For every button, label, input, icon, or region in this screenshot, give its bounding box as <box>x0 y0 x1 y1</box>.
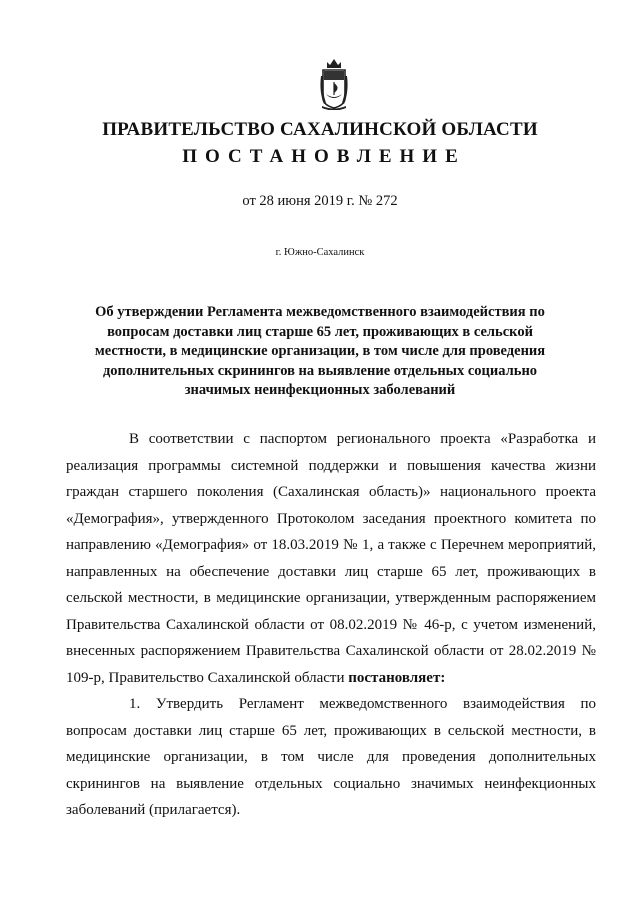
sakhalin-coat-of-arms-icon <box>319 56 349 110</box>
preamble-text: В соответствии с паспортом регионального проекта «Разработка и реализация программы системной поддержки и повышения качества жизни граждан старшего поколения (Сахалинская область)» национального проекта «Демография», утвержденного Протоколом заседания проектного комитета по направлению «Демография» от 18.03.2019 № 1, а также с Перечнем мероприятий, направленных на обеспечение доставки лиц старше 65 лет, проживающих в сельской местности, в медицинские организации, утвержденным распоряжением Правительства Сахалинской области от 08.02.2019 № 46-р, с учетом изменений, внесенных распоряжением Правительства Сахалинской области от 28.02.2019 № 109-р, Правительство Сахалинской области <box>66 431 596 686</box>
item-1-paragraph: 1. Утвердить Регламент межведомственного взаимодействия по вопросам доставки лиц старше 65 лет, проживающих в сельской местности, в медицинские организации, в том числе для проведения дополнительных скринингов на выявление отдельных социально значимых неинфекционных заболеваний (прилагается). <box>66 696 596 818</box>
document-subject: Об утверждении Регламента межведомственного взаимодействия по вопросам доставки лиц старше 65 лет, проживающих в сельской местности, в медицинские организации, в том числе для проведения дополнительных скринингов на выявление отдельных социально значимых неинфекционных заболеваний <box>94 304 546 398</box>
resolves-word: постановляет: <box>348 669 446 686</box>
document-date-number: от 28 июня 2019 г. № 272 <box>242 193 398 209</box>
document-type: ПОСТАНОВЛЕНИЕ <box>182 146 466 167</box>
government-title: ПРАВИТЕЛЬСТВО САХАЛИНСКОЙ ОБЛАСТИ <box>102 119 538 140</box>
preamble-paragraph <box>66 426 596 691</box>
document-body <box>66 426 596 824</box>
document-city: г. Южно-Сахалинск <box>275 247 365 258</box>
